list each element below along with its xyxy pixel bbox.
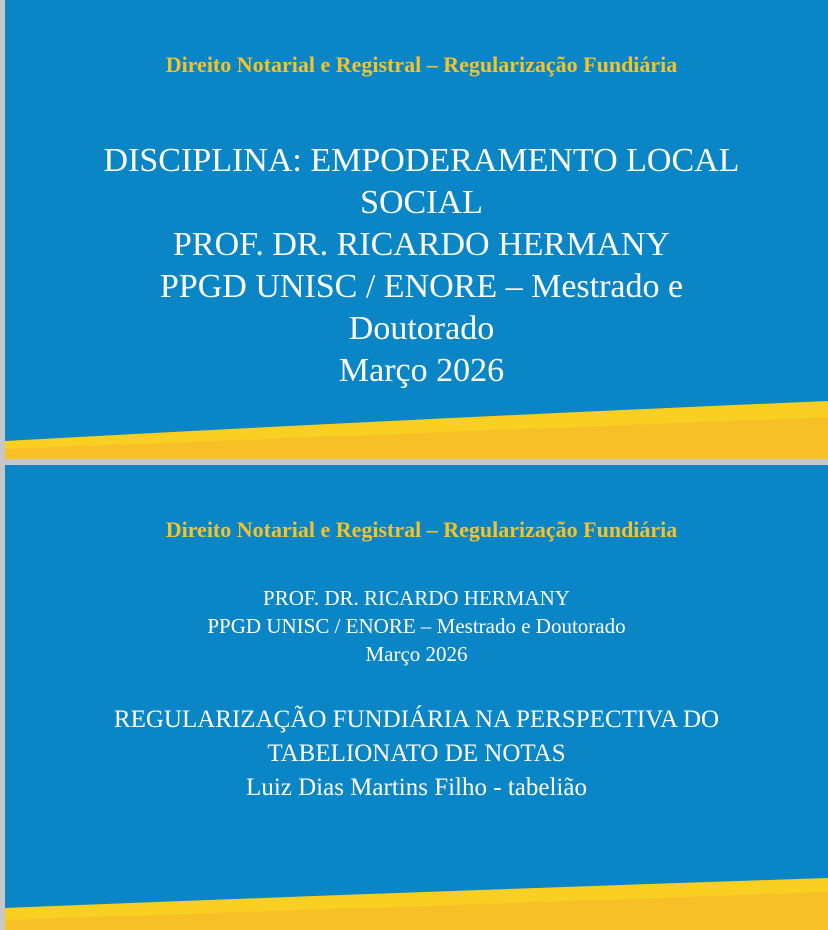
- program-line-1: PPGD UNISC / ENORE – Mestrado e: [159, 268, 684, 305]
- talk-title-line-2: TABELIONATO DE NOTAS: [267, 740, 566, 767]
- speaker-line: Luiz Dias Martins Filho - tabelião: [246, 774, 587, 801]
- yellow-stripe-decoration: [5, 870, 828, 930]
- yellow-stripe-decoration: [5, 399, 828, 459]
- discipline-line-2: SOCIAL: [360, 184, 483, 221]
- professor-name: PROF. DR. RICARDO HERMANY: [173, 226, 670, 263]
- talk-title-line-1: REGULARIZAÇÃO FUNDIÁRIA NA PERSPECTIVA DO: [113, 706, 720, 733]
- course-title: Direito Notarial e Registral – Regularização Fundiária: [165, 52, 678, 77]
- slide-1[interactable]: [5, 0, 828, 459]
- date-line: Março 2026: [338, 352, 505, 389]
- slide-title-block: [5, 140, 828, 392]
- professor-name: PROF. DR. RICARDO HERMANY: [263, 586, 570, 610]
- slide-2[interactable]: [5, 465, 828, 930]
- discipline-line-1: DISCIPLINA: EMPODERAMENTO LOCAL: [103, 142, 740, 179]
- date-line: Março 2026: [365, 642, 468, 666]
- professor-info-block: [0, 584, 828, 668]
- course-title: Direito Notarial e Registral – Regularização Fundiária: [165, 517, 678, 542]
- program-line-2: Doutorado: [348, 310, 495, 347]
- program-line: PPGD UNISC / ENORE – Mestrado e Doutorado: [207, 614, 626, 638]
- talk-title-block: [0, 703, 828, 805]
